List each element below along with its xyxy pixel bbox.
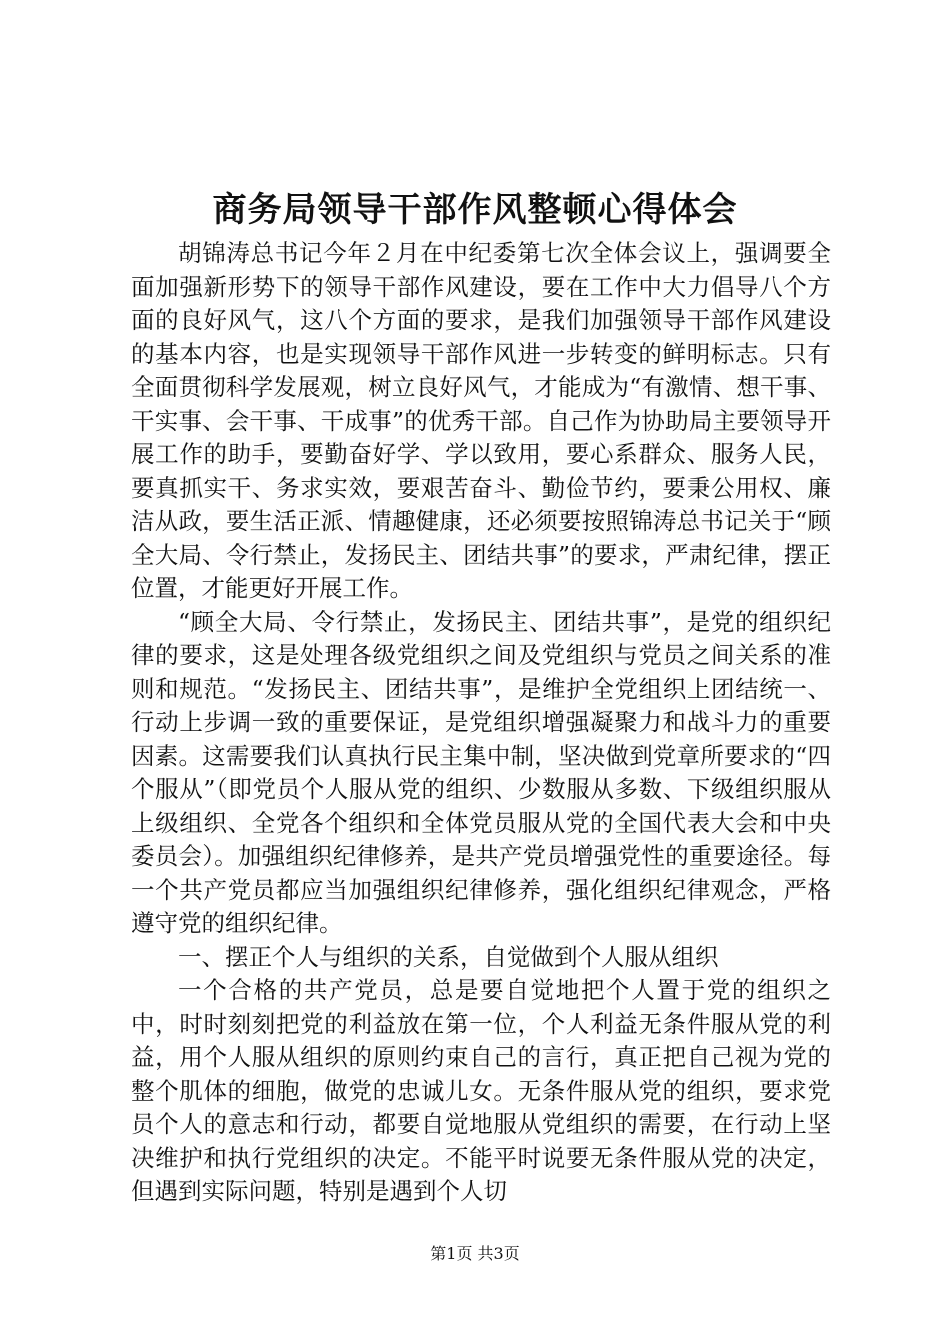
paragraph-2: “顾全大局、令行禁止，发扬民主、团结共事”，是党的组织纪律的要求，这是处理各级党组织之间及党组织与党员之间关系的准则和规范。“发扬民主、团结共事”，是维护全党组织上团结统一、行动上步调一致的重要保证，是党组织增强凝聚力和战斗力的重要因素。这需要我们认真执行民主集中制，坚决做到党章所要求的“四个服从”（即党员个人服从党的组织、少数服从多数、下级组织服从上级组织、全党各个组织和全体党员服从党的全国代表大会和中央委员会）。加强组织纪律修养，是共产党员增强党性的重要途径。每一个共产党员都应当加强组织纪律修养，强化组织纪律观念，严格遵守党的组织纪律。: [131, 607, 831, 937]
paragraph-1: 胡锦涛总书记今年２月在中纪委第七次全体会议上，强调要全面加强新形势下的领导干部作风建设，要在工作中大力倡导八个方面的良好风气，这八个方面的要求，是我们加强领导干部作风建设的基本内容，也是实现领导干部作风进一步转变的鲜明标志。只有全面贯彻科学发展观，树立良好风气，才能成为“有激情、想干事、干实事、会干事、干成事”的优秀干部。自己作为协助局主要领导开展工作的助手，要勤奋好学、学以致用，要心系群众、服务人民，要真抓实干、务求实效，要艰苦奋斗、勤俭节约，要秉公用权、廉洁从政，要生活正派、情趣健康，还必须要按照锦涛总书记关于“顾全大局、令行禁止，发扬民主、团结共事”的要求，严肃纪律，摆正位置，才能更好开展工作。: [131, 239, 831, 602]
page-number: 第1页 共3页: [430, 1244, 520, 1263]
document-title: 商务局领导干部作风整顿心得体会: [212, 190, 738, 230]
document-body: [131, 237, 831, 1209]
paragraph-3: 一个合格的共产党员，总是要自觉地把个人置于党的组织之中，时时刻刻把党的利益放在第一位，个人利益无条件服从党的利益，用个人服从组织的原则约束自己的言行，真正把自己视为党的整个肌体的细胞，做党的忠诚儿女。无条件服从党的组织，要求党员个人的意志和行动，都要自觉地服从党组织的需要，在行动上坚决维护和执行党组织的决定。不能平时说要无条件服从党的决定，但遇到实际问题，特别是遇到个人切: [131, 976, 831, 1205]
section-heading: 一、摆正个人与组织的关系，自觉做到个人服从组织: [178, 942, 719, 971]
